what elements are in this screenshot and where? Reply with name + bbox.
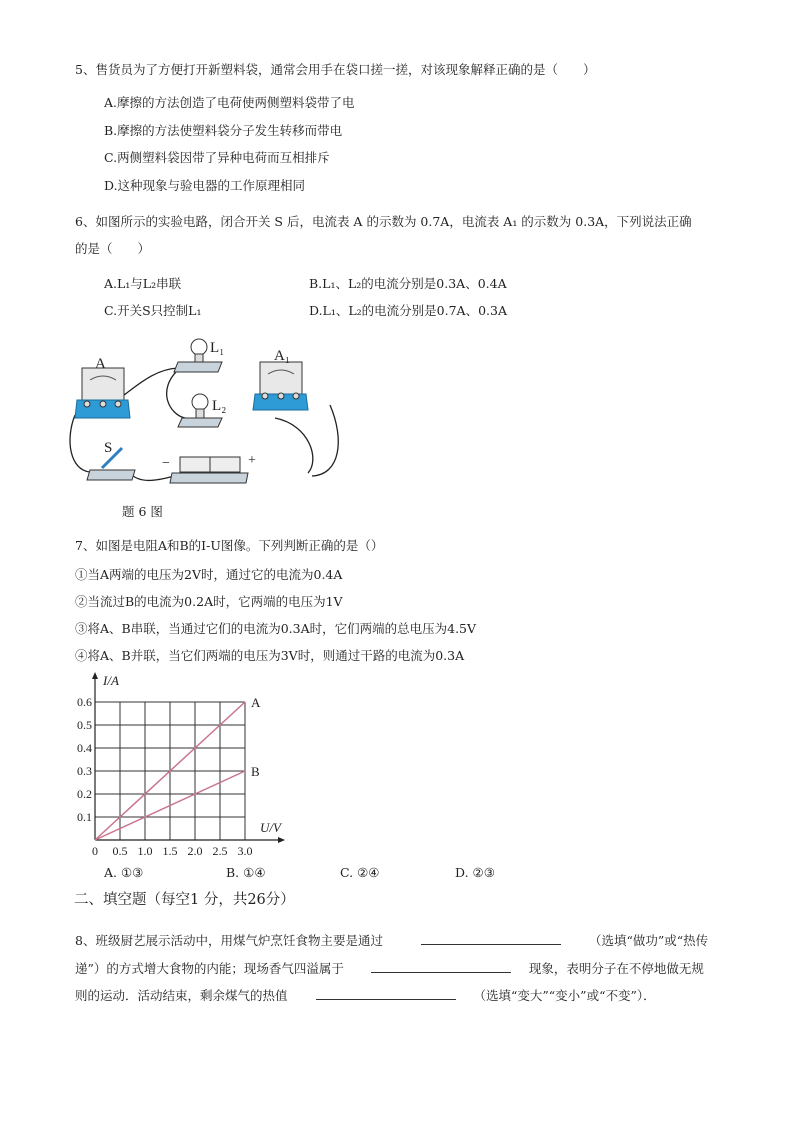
battery-minus: − (162, 456, 170, 471)
q7-statement-2: ②当流过B的电流为0.2A时，它两端的电压为1V (75, 594, 343, 609)
q5-option-a: A.摩擦的方法创造了电荷使两侧塑料袋带了电 (104, 95, 355, 110)
q6-stem: 6、如图所示的实验电路，闭合开关 S 后，电流表 A 的示数为 0.7A，电流表 A₁ 的示数为 0.3A，下列说法正确 (75, 214, 692, 229)
x-tick-label: 1.5 (162, 844, 178, 858)
q8-line-3 (75, 987, 656, 1004)
ammeter-a (75, 356, 130, 418)
y-tick-label: 0.4 (77, 741, 92, 755)
switch-s (87, 440, 135, 480)
lamp-l2 (178, 394, 226, 427)
ammeter-a1-label: A₁ (274, 348, 291, 364)
q8-line-2 (75, 960, 704, 977)
q6-stem-cont: 的是（ ） (75, 241, 151, 256)
series-label-B: B (251, 764, 260, 779)
q7-option-d: D. ②③ (455, 865, 495, 880)
series-label-A: A (251, 695, 261, 710)
q8-text: （选填“做功”或“热传 (588, 933, 709, 948)
q6-option-b: B.L₁、L₂的电流分别是0.3A、0.4A (309, 276, 507, 291)
y-axis-arrow-icon (92, 672, 98, 679)
q8-text: 递”）的方式增大食物的内能；现场香气四溢属于 (75, 961, 344, 976)
ammeter-a1 (253, 348, 308, 410)
q8-text: 现象，表明分子在不停地做无规 (528, 961, 704, 976)
figure-6-caption: 题 6 图 (122, 504, 163, 519)
q7-option-c: C. ②④ (340, 865, 380, 880)
lamp-l1-label: L₁ (210, 340, 225, 356)
x-tick-label: 0 (92, 844, 98, 858)
x-tick-label: 3.0 (237, 844, 253, 858)
lamp-l1 (174, 339, 224, 372)
q5-option-d: D.这种现象与验电器的工作原理相同 (104, 178, 306, 193)
x-axis-label: U/V (260, 820, 281, 835)
q7-option-a: A. ①③ (104, 865, 144, 880)
q6-option-a: A.L₁与L₂串联 (104, 276, 182, 291)
section-2-title: 二、填空题（每空1 分，共26分） (74, 892, 295, 908)
q5-option-b: B.摩擦的方法使塑料袋分子发生转移而带电 (104, 123, 343, 138)
q6-option-c: C.开关S只控制L₁ (104, 303, 202, 318)
y-tick-label: 0.1 (77, 810, 92, 824)
x-tick-label: 2.5 (212, 844, 228, 858)
q7-statement-3: ③将A、B串联，当通过它们的电流为0.3A时，它们两端的总电压为4.5V (75, 621, 477, 636)
y-tick-label: 0.2 (77, 787, 92, 801)
y-axis-label: I/A (103, 673, 119, 688)
q8-text: 则的运动．活动结束，剩余煤气的热值 (75, 988, 288, 1003)
q8-text: （选填“变大”“变小”或“不变”）． (473, 988, 656, 1003)
switch-label: S (104, 440, 113, 456)
y-tick-label: 0.6 (77, 695, 92, 709)
iu-chart (70, 665, 300, 865)
ammeter-a-label: A (95, 356, 106, 372)
battery-plus: + (248, 453, 256, 468)
q5-option-c: C.两侧塑料袋因带了异种电荷而互相排斥 (104, 150, 330, 165)
q8-blank-2[interactable] (371, 960, 511, 973)
x-axis-arrow-icon (278, 837, 285, 843)
circuit-diagram (60, 330, 360, 490)
q8-text: 8、班级厨艺展示活动中，用煤气炉烹饪食物主要是通过 (75, 933, 383, 948)
x-tick-label: 1.0 (137, 844, 153, 858)
q8-line-1 (75, 932, 708, 949)
y-tick-label: 0.5 (77, 718, 92, 732)
y-tick-label: 0.3 (77, 764, 92, 778)
q7-statement-1: ①当A两端的电压为2V时，通过它的电流为0.4A (75, 567, 343, 582)
q6-option-d: D.L₁、L₂的电流分别是0.7A、0.3A (309, 303, 507, 318)
x-tick-label: 2.0 (187, 844, 203, 858)
q8-blank-3[interactable] (316, 987, 456, 1000)
q7-stem: 7、如图是电阻A和B的I-U图像。下列判断正确的是（） (75, 538, 384, 553)
q5-stem: 5、售货员为了方便打开新塑料袋，通常会用手在袋口搓一搓，对该现象解释正确的是（ ） (75, 62, 596, 77)
lamp-l2-label: L₂ (212, 398, 227, 414)
q7-statement-4: ④将A、B并联，当它们两端的电压为3V时，则通过干路的电流为0.3A (75, 648, 465, 663)
q8-blank-1[interactable] (421, 932, 561, 945)
x-tick-label: 0.5 (112, 844, 128, 858)
battery (162, 453, 256, 483)
q7-option-b: B. ①④ (226, 865, 266, 880)
